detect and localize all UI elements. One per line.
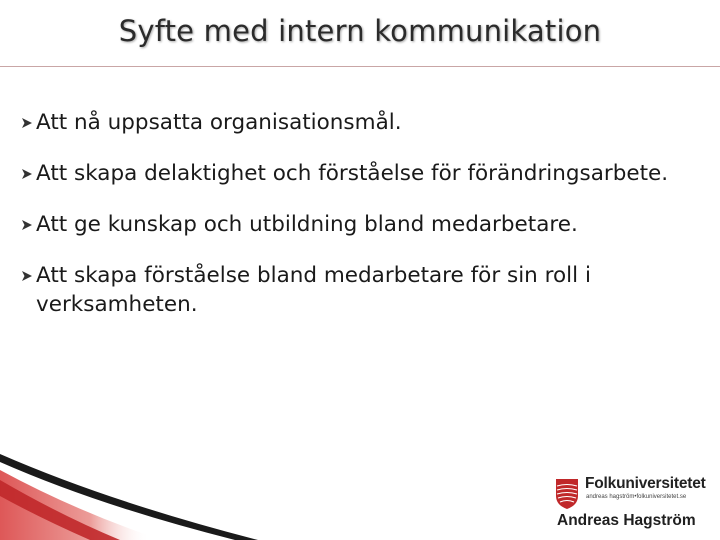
bullet-item — [22, 159, 717, 188]
bullet-text: Att skapa förståelse bland medarbetare för sin roll i verksamheten. — [36, 263, 591, 317]
arrowhead-bullet-icon — [22, 169, 32, 179]
arrowhead-bullet-icon — [22, 118, 32, 128]
logo-name: Folkuniversitetet — [585, 475, 706, 492]
bullet-item — [22, 108, 717, 137]
bullet-item — [22, 261, 717, 319]
bullet-list — [22, 108, 717, 319]
arrowhead-bullet-icon — [22, 271, 32, 281]
folkuniversitetet-emblem-icon — [555, 478, 579, 510]
bullet-text: Att nå uppsatta organisationsmål. — [36, 110, 402, 135]
bullet-text: Att skapa delaktighet och förståelse för förändringsarbete. — [36, 161, 669, 186]
title-divider — [0, 66, 720, 67]
logo-subtitle: andreas hagström•folkuniversitetet.se — [586, 494, 687, 500]
bullet-text: Att ge kunskap och utbildning bland medarbetare. — [36, 212, 578, 237]
slide-title: Syfte med intern kommunikation — [118, 14, 602, 48]
logo-owner: Andreas Hagström — [557, 512, 696, 529]
arrowhead-bullet-icon — [22, 220, 32, 230]
decorative-swoosh — [0, 440, 260, 540]
bullet-item — [22, 210, 717, 239]
folkuniversitetet-logo — [555, 475, 715, 535]
